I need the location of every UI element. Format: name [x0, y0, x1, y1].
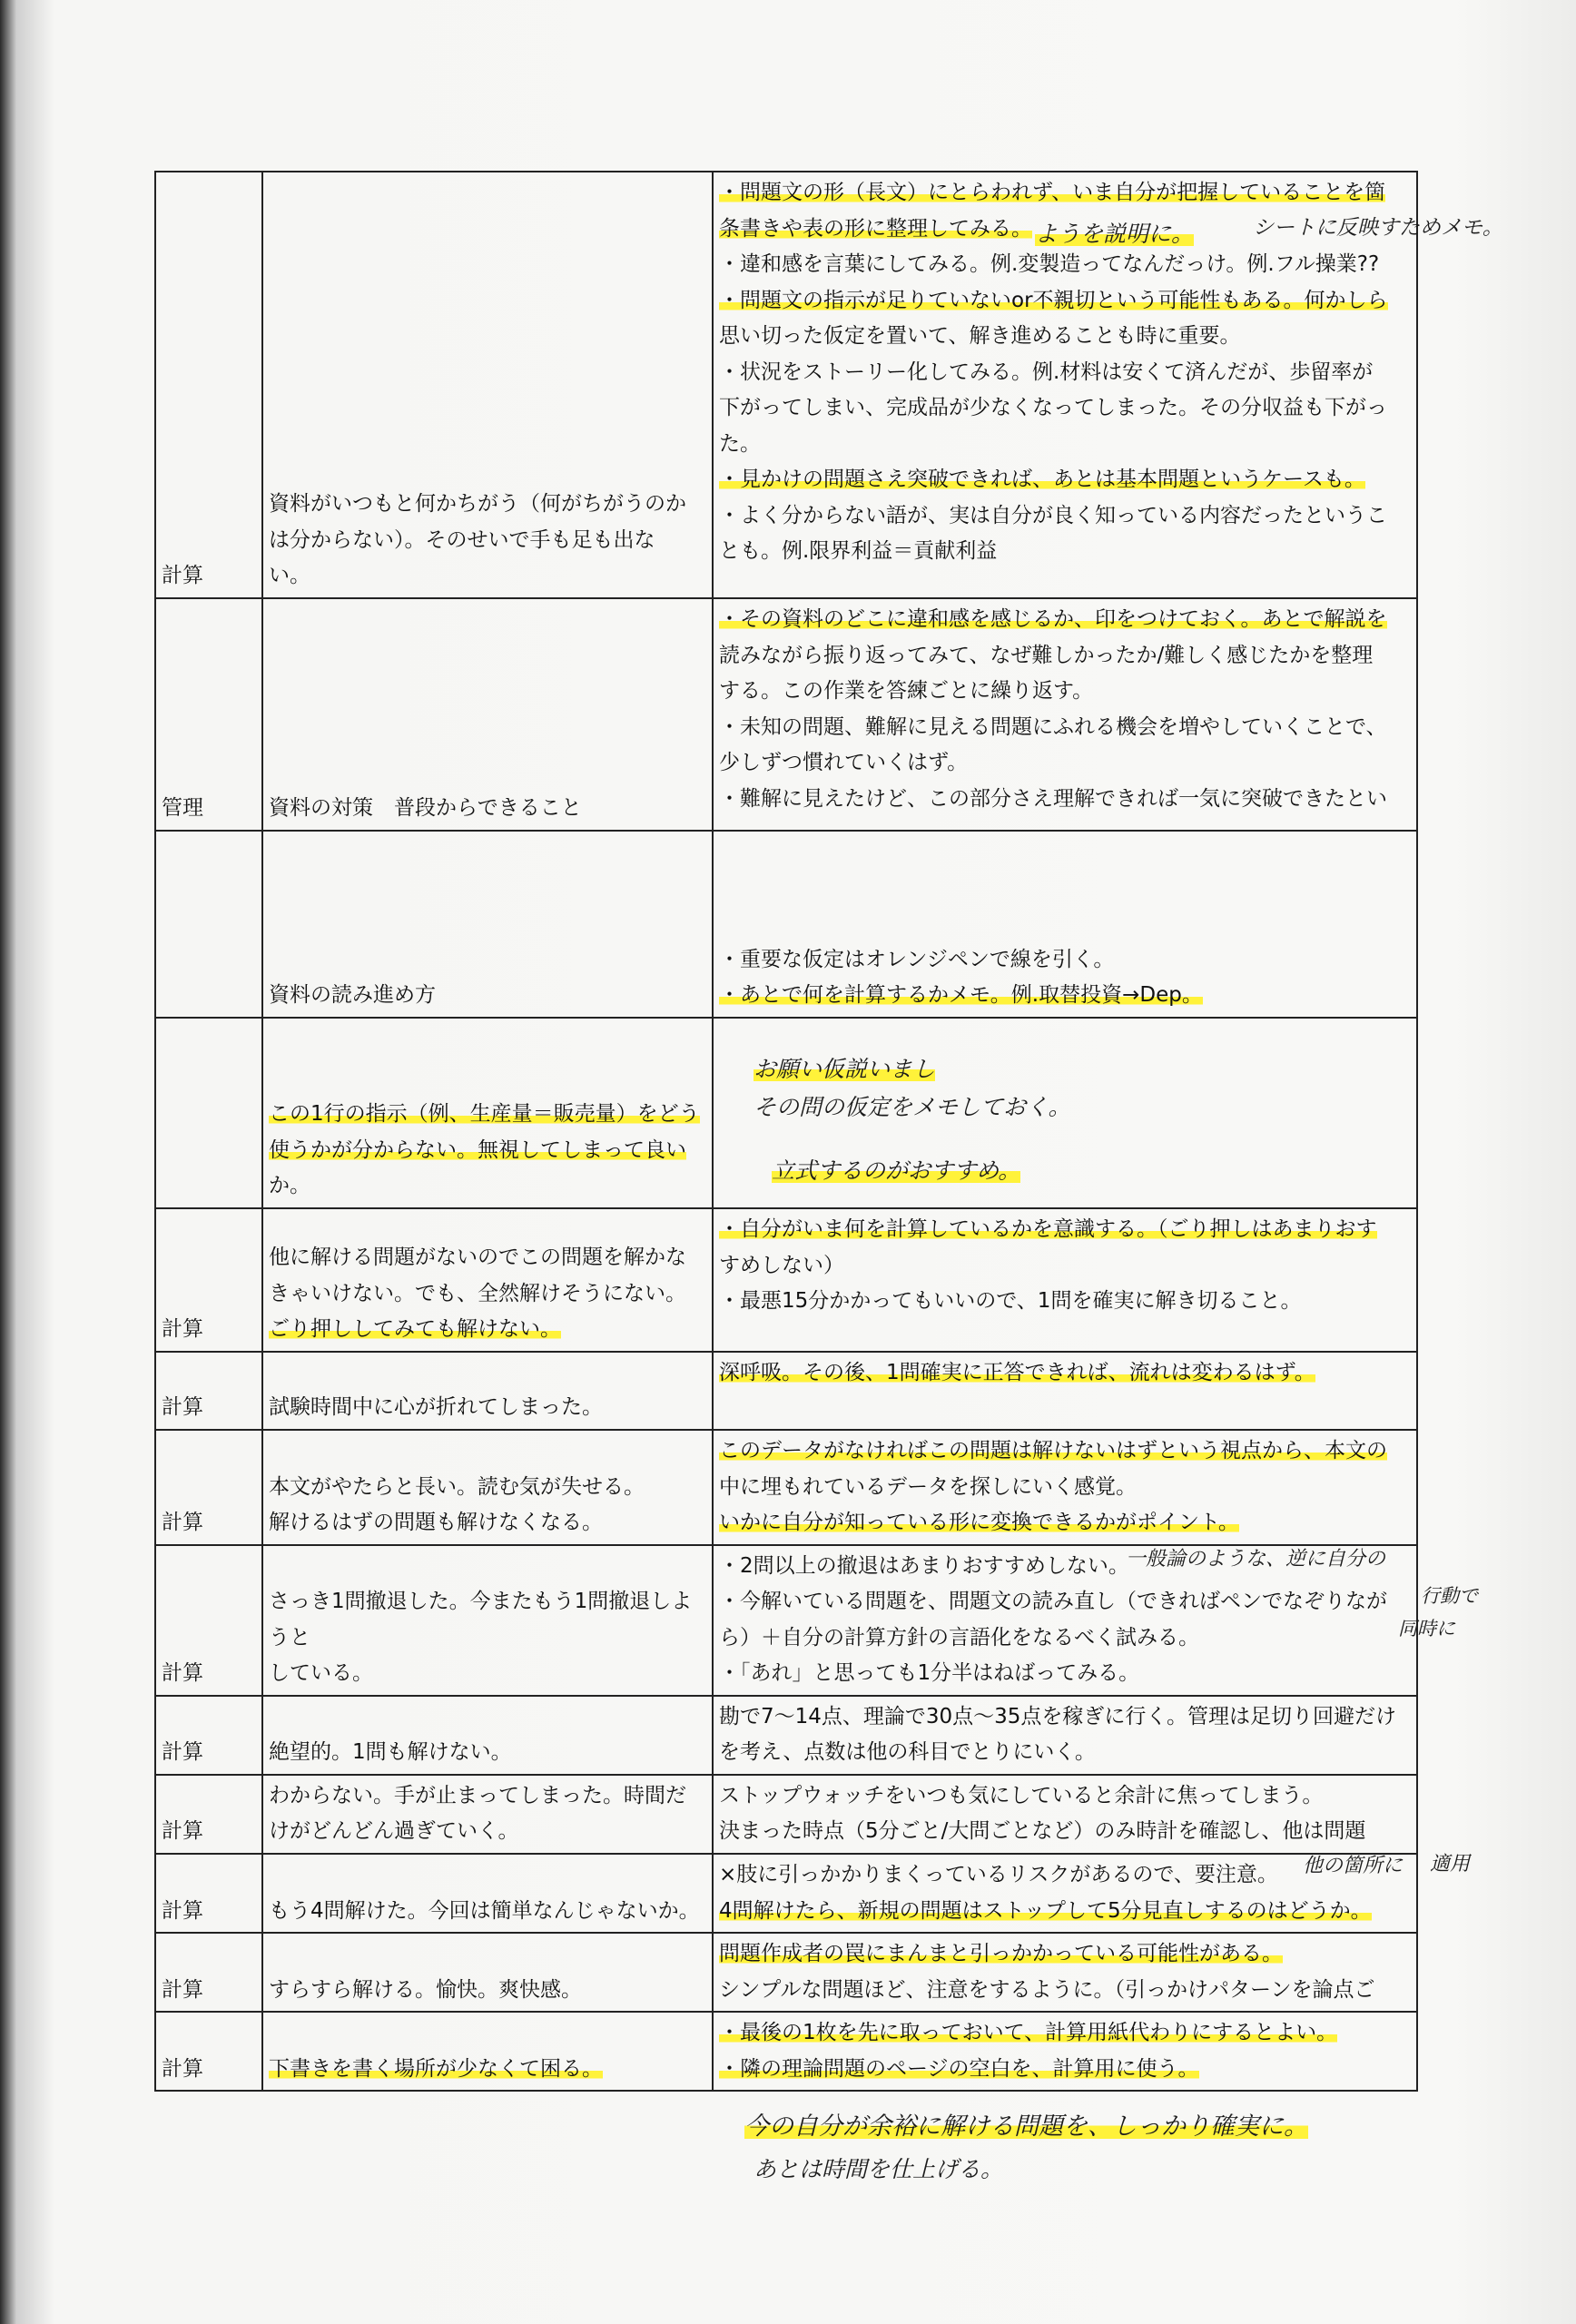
category-label: 計算	[162, 1740, 203, 1765]
question-cell	[262, 1933, 713, 2012]
answer-line: すめしない）	[719, 1253, 844, 1277]
category-cell	[155, 1933, 262, 2012]
category-cell	[155, 598, 262, 831]
question-cell	[262, 1352, 713, 1430]
answer-line: ・今解いている問題を、問題文の読み直し（できればペンでなぞりなが	[719, 1590, 1387, 1614]
answer-line: ・「あれ」と思っても1分半はねばってみる。	[719, 1661, 1140, 1686]
category-cell	[155, 831, 262, 1018]
handwritten-note: 行動で	[1421, 1585, 1478, 1607]
answer-line: を考え、点数は他の科目でとりにいく。	[719, 1740, 1096, 1765]
answer-line: ・違和感を言葉にしてみる。例.変製造ってなんだっけ。例.フル操業??	[719, 252, 1380, 277]
answer-line: ・問題文の形（長文）にとらわれず、いま自分が把握していることを箇	[719, 181, 1386, 204]
question-line: うと	[269, 1625, 310, 1649]
answer-cell	[713, 1933, 1417, 2012]
category-label: 計算	[162, 1511, 203, 1535]
handwritten-note: 立式するのがおすすめ。	[772, 1153, 1020, 1186]
answer-cell	[713, 1430, 1417, 1545]
notes-table-container	[154, 171, 1418, 2092]
handwritten-note: 同時に	[1398, 1618, 1455, 1640]
question-line: 絶望的。1問も解けない。	[269, 1740, 512, 1765]
category-cell	[155, 1430, 262, 1545]
answer-line: ・未知の問題、難解に見える問題にふれる機会を増やしていくことで、	[719, 714, 1387, 739]
category-label: 管理	[162, 796, 203, 821]
answer-line: 決まった時点（5分ごと/大問ごとなど）のみ時計を確認し、他は問題	[719, 1819, 1366, 1844]
category-cell	[155, 172, 262, 598]
question-line: 他に解ける問題がないのでこの問題を解かな	[269, 1246, 686, 1270]
category-label: 計算	[162, 1661, 203, 1686]
category-label: 計算	[162, 1819, 203, 1844]
answer-line: ・最後の1枚を先に取っておいて、計算用紙代わりにするとよい。	[719, 2021, 1338, 2045]
answer-line: ・その資料のどこに違和感を感じるか、印をつけておく。あとで解説を	[719, 607, 1387, 631]
category-label: 計算	[162, 1317, 203, 1342]
question-line: ごり押ししてみても解けない。	[269, 1317, 561, 1342]
question-cell	[262, 1208, 713, 1352]
question-line: 資料がいつもと何かちがう（何がちがうのか	[269, 492, 686, 517]
answer-line: ・自分がいま何を計算しているかを意識する。（ごり押しはあまりおす	[719, 1217, 1377, 1241]
category-cell	[155, 1352, 262, 1430]
answer-line: ・最悪15分かかってもいいので、1問を確実に解き切ること。	[719, 1289, 1302, 1314]
question-cell	[262, 1854, 713, 1933]
category-label: 計算	[162, 1977, 203, 2002]
question-line: すらすら解ける。愉快。爽快感。	[269, 1977, 582, 2002]
question-cell	[262, 2012, 713, 2091]
table-row	[155, 2012, 1417, 2091]
answer-line: このデータがなければこの問題は解けないはずという視点から、本文の	[719, 1439, 1387, 1462]
answer-line: する。この作業を答練ごとに繰り返す。	[719, 679, 1094, 704]
table-row	[155, 1352, 1417, 1430]
answer-line: ストップウォッチをいつも気にしていると余計に焦ってしまう。	[719, 1783, 1324, 1807]
question-line: 試験時間中に心が折れてしまった。	[269, 1395, 603, 1420]
answer-line: ・重要な仮定はオレンジペンで線を引く。	[719, 947, 1115, 971]
answer-line: 勘で7～14点、理論で30点～35点を稼ぎに行く。管理は足切り回避だけ	[719, 1704, 1396, 1728]
handwritten-note: あとは時間を仕上げる。	[754, 2156, 1004, 2182]
answer-line: ・2問以上の撤退はあまりおすすめしない。	[719, 1553, 1129, 1578]
answer-line: ・見かけの問題さえ突破できれば、あとは基本問題というケースも。	[719, 468, 1365, 492]
table-row	[155, 1933, 1417, 2012]
answer-line: 読みながら振り返ってみて、なぜ難しかったか/難しく感じたかを整理	[719, 643, 1374, 667]
category-cell	[155, 1696, 262, 1775]
category-label: 計算	[162, 564, 203, 588]
category-cell	[155, 2012, 262, 2091]
answer-line: ・よく分からない語が、実は自分が良く知っている内容だったというこ	[719, 503, 1387, 527]
answer-cell	[713, 1352, 1417, 1430]
question-cell	[262, 172, 713, 598]
answer-line: 思い切った仮定を置いて、解き進めることも時に重要。	[719, 324, 1241, 349]
answer-cell	[713, 1775, 1417, 1854]
table-row	[155, 1696, 1417, 1775]
answer-line: とも。例.限界利益＝貢献利益	[719, 539, 998, 564]
answer-line: 問題作成者の罠にまんまと引っかかっている可能性がある。	[719, 1942, 1283, 1966]
question-line: か。	[269, 1174, 310, 1198]
question-line: 資料の読み進め方	[269, 983, 436, 1008]
question-cell	[262, 831, 713, 1018]
question-cell	[262, 1775, 713, 1854]
answer-cell	[713, 2012, 1417, 2091]
category-cell	[155, 1208, 262, 1352]
answer-line: た。	[719, 431, 761, 456]
answer-cell	[713, 1696, 1417, 1775]
question-line: もう4問解けた。今回は簡単なんじゃないか。	[269, 1898, 700, 1923]
question-cell	[262, 598, 713, 831]
answer-line: 深呼吸。その後、1問確実に正答できれば、流れは変わるはず。	[719, 1361, 1315, 1384]
table-row	[155, 172, 1417, 598]
handwritten-note: 一般論のような、逆に自分の	[1126, 1548, 1386, 1571]
table-row	[155, 598, 1417, 831]
table-row	[155, 1208, 1417, 1352]
handwritten-note: お願い仮説いまし	[754, 1051, 935, 1084]
table-row	[155, 1430, 1417, 1545]
question-line: は分からない）。そのせいで手も足も出な	[269, 527, 655, 552]
answer-line: シンプルな問題ほど、注意をするように。（引っかけパターンを論点ご	[719, 1977, 1375, 2002]
answer-line: ・難解に見えたけど、この部分さえ理解できれば一気に突破できたとい	[719, 786, 1387, 811]
answer-line: 下がってしまい、完成品が少なくなってしまった。その分収益も下がっ	[719, 396, 1387, 420]
question-line: している。	[269, 1661, 373, 1686]
answer-cell	[713, 831, 1417, 1018]
question-cell	[262, 1430, 713, 1545]
question-line: さっき1問撤退した。今またもう1問撤退しよ	[269, 1590, 693, 1614]
answer-line: 条書きや表の形に整理してみる。	[719, 216, 1032, 241]
question-line: きゃいけない。でも、全然解けそうにない。	[269, 1281, 686, 1305]
question-line: けがどんどん過ぎていく。	[269, 1819, 519, 1844]
answer-line: ×肢に引っかかりまくっているリスクがあるので、要注意。	[719, 1863, 1278, 1887]
answer-line: ・隣の理論問題のページの空白を、計算用に使う。	[719, 2056, 1199, 2081]
question-line: この1行の指示（例、生産量＝販売量）をどう	[269, 1102, 700, 1127]
category-label: 計算	[162, 2056, 203, 2081]
answer-line: いかに自分が知っている形に変換できるかがポイント。	[719, 1511, 1239, 1535]
answer-line: 少しずつ慣れていくはず。	[719, 751, 969, 775]
answer-line: ・問題文の指示が足りていないor不親切という可能性もある。何かしら	[719, 288, 1388, 312]
category-label: 計算	[162, 1395, 203, 1420]
category-cell	[155, 1018, 262, 1208]
answer-line: 中に埋もれているデータを探しにいく感覚。	[719, 1474, 1137, 1499]
question-line: 本文がやたらと長い。読む気が失せる。	[269, 1474, 645, 1499]
answer-line: 4問解けたら、新規の問題はストップして5分見直しするのはどうか。	[719, 1898, 1372, 1923]
answer-line: ・あとで何を計算するかメモ。例.取替投資→Dep。	[719, 983, 1203, 1008]
answer-cell	[713, 1208, 1417, 1352]
category-label: 計算	[162, 1898, 203, 1923]
table-row	[155, 1854, 1417, 1933]
question-cell	[262, 1545, 713, 1696]
question-cell	[262, 1018, 713, 1208]
question-line: 使うかが分からない。無視してしまって良い	[269, 1137, 686, 1162]
question-line: 下書きを書く場所が少なくて困る。	[269, 2056, 603, 2081]
handwritten-note: 他の箇所に	[1303, 1855, 1404, 1877]
table-row	[155, 831, 1417, 1018]
question-cell	[262, 1696, 713, 1775]
question-line: わからない。手が止まってしまった。時間だ	[269, 1783, 686, 1807]
category-cell	[155, 1545, 262, 1696]
category-cell	[155, 1854, 262, 1933]
table-row	[155, 1775, 1417, 1854]
notes-table	[154, 171, 1418, 2092]
handwritten-note: その問の仮定をメモしておく。	[754, 1094, 1071, 1120]
question-line: 解けるはずの問題も解けなくなる。	[269, 1511, 603, 1535]
handwritten-note: 適用	[1430, 1853, 1471, 1876]
answer-cell	[713, 598, 1417, 831]
handwritten-note: シートに反映すためメモ。	[1253, 216, 1503, 240]
handwritten-note: 今の自分が余裕に解ける問題を、しっかり確実に。	[744, 2106, 1308, 2142]
handwritten-note: ようを説明に。	[1035, 216, 1194, 249]
question-line: 資料の対策 普段からできること	[269, 796, 582, 821]
answer-line: ・状況をストーリー化してみる。例.材料は安くて済んだが、歩留率が	[719, 359, 1374, 384]
question-line: い。	[269, 564, 310, 588]
answer-line: ら）＋自分の計算方針の言語化をなるべく試みる。	[719, 1625, 1199, 1649]
category-cell	[155, 1775, 262, 1854]
